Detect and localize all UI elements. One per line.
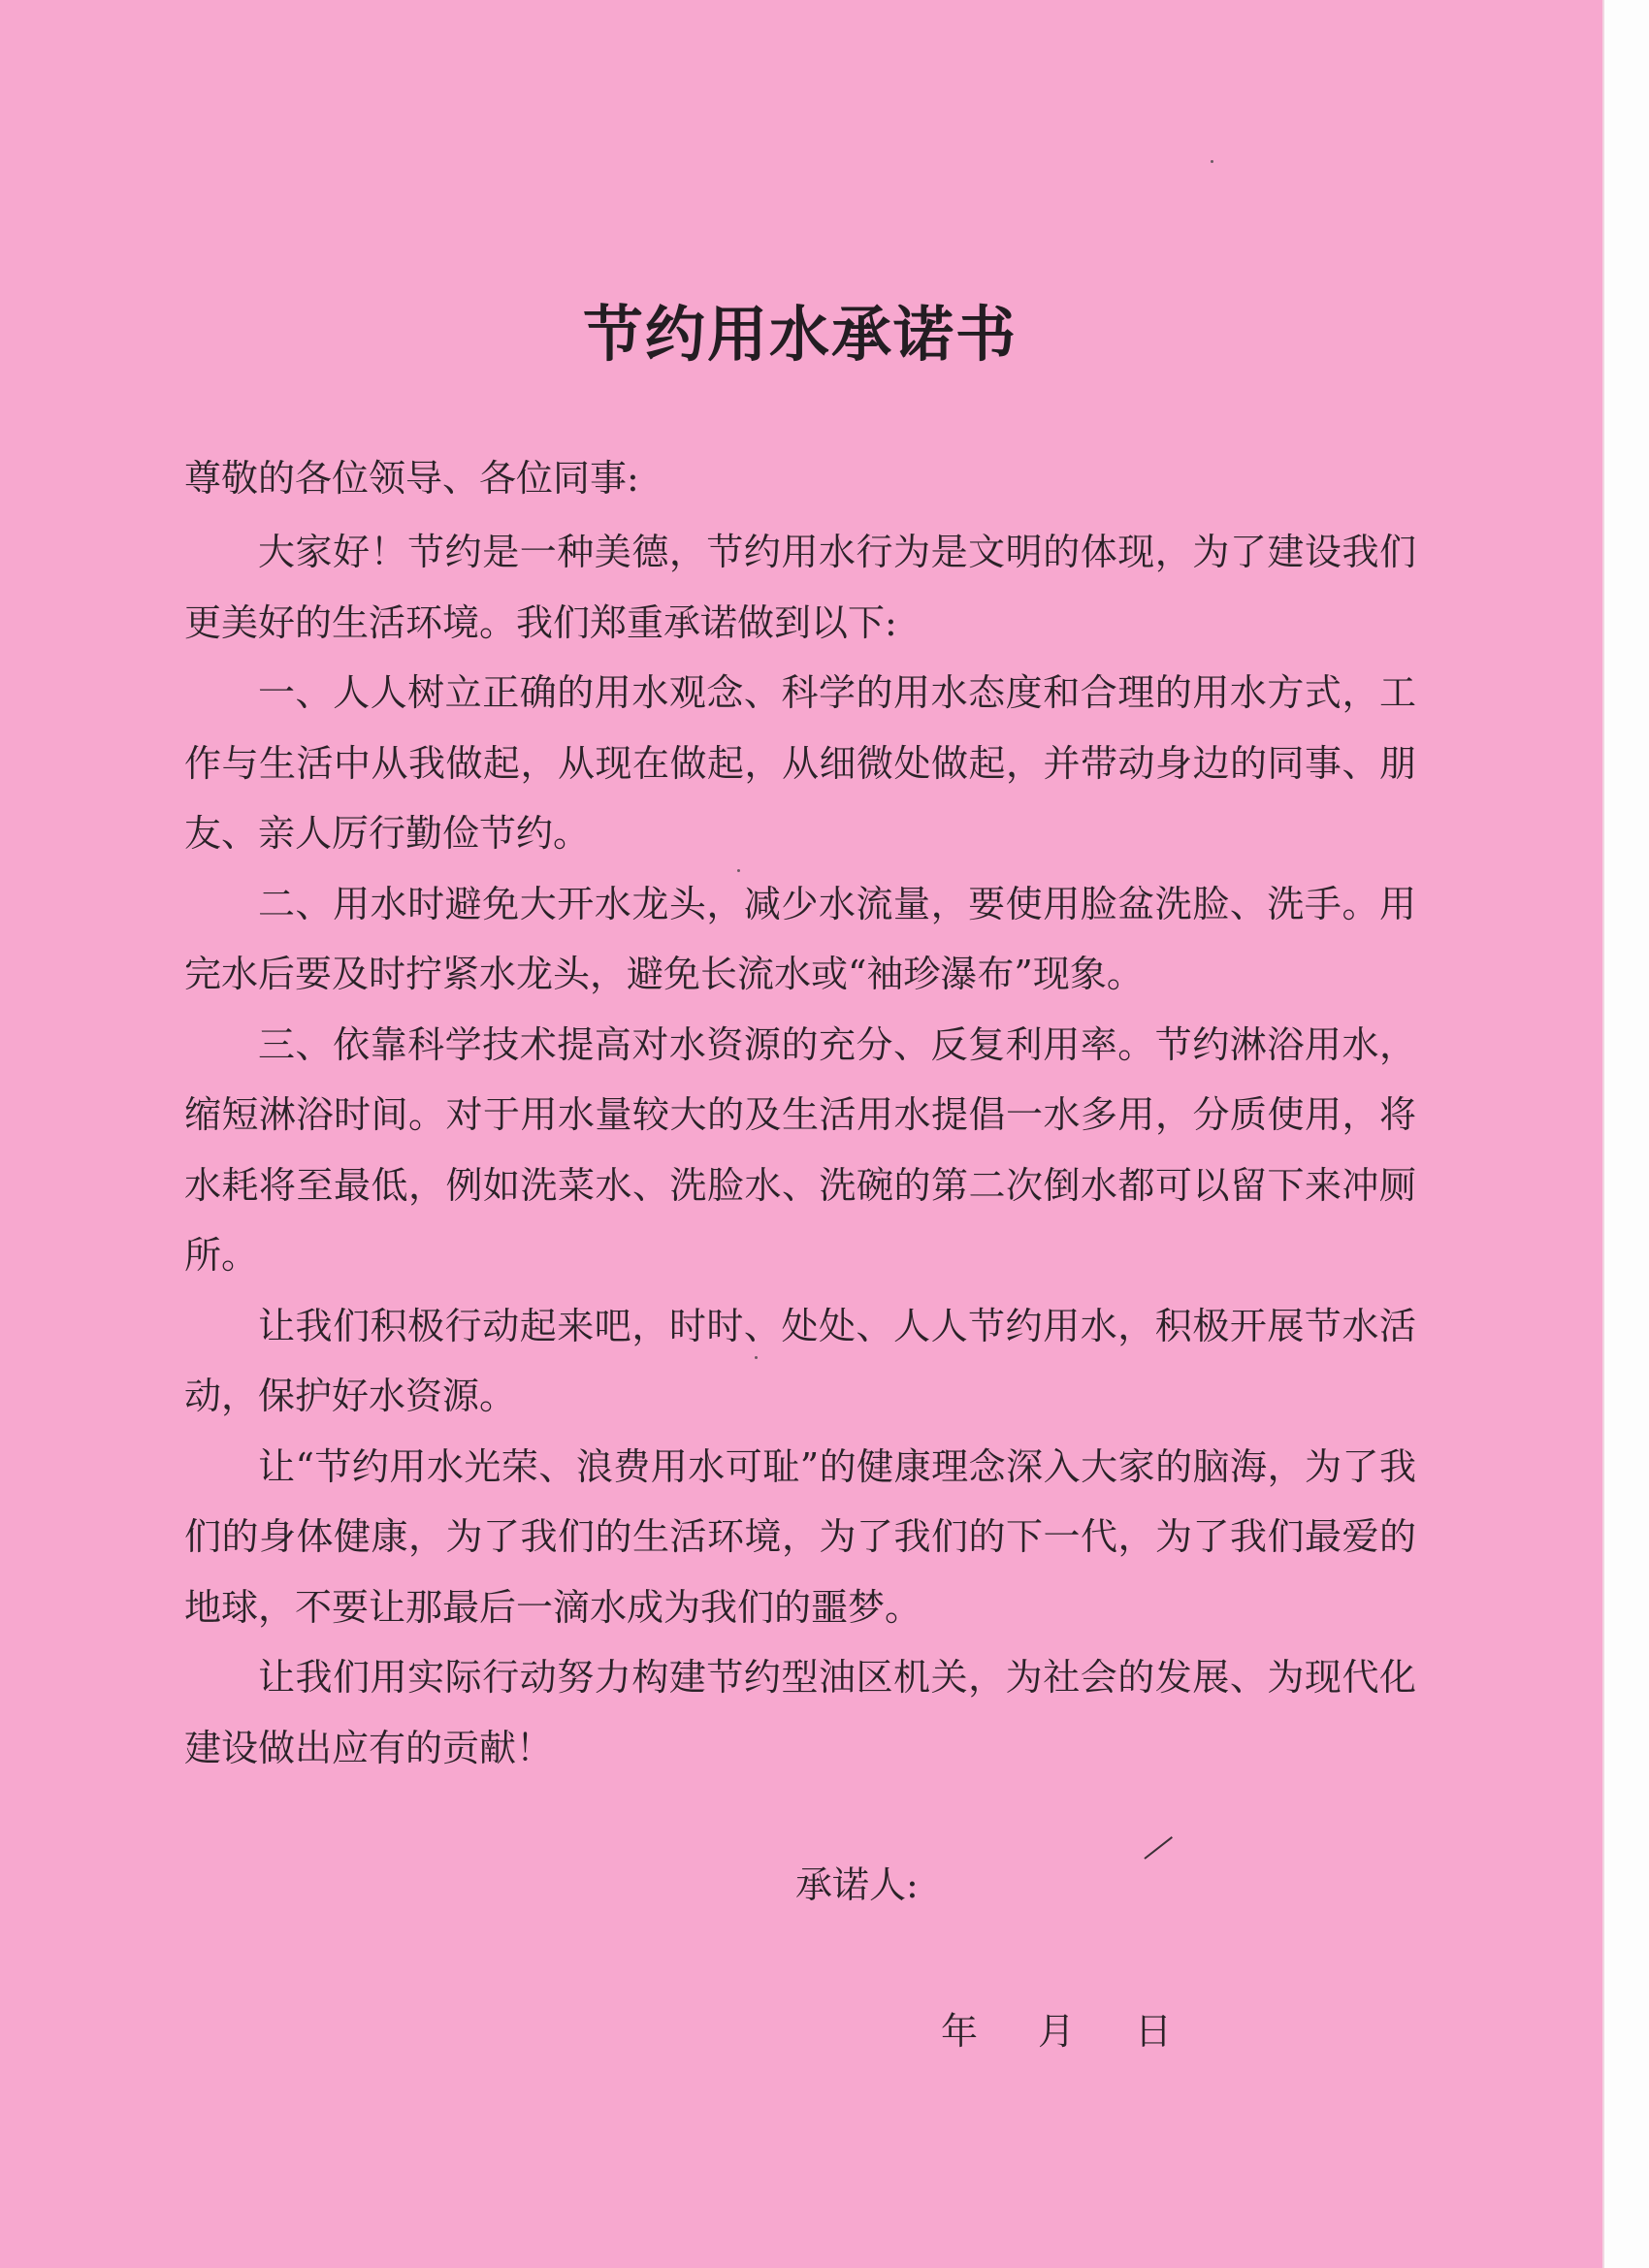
date-line (941, 2001, 1172, 2055)
date-day: 日 (1135, 2010, 1173, 2053)
paragraph-point-one: 一、人人树立正确的用水观念、科学的用水态度和合理的用水方式，工作与生活中从我做起，从现在做起，从细微处做起，并带动身边的同事、朋友、亲人厉行勤俭节约。 (184, 671, 1416, 855)
document-title: 节约用水承诺书 (582, 299, 1018, 370)
paragraph-point-three: 三、依靠科学技术提高对水资源的充分、反复利用率。节约淋浴用水，缩短淋浴时间。对于用水量较大的及生活用水提倡一水多用，分质使用，将水耗将至最低，例如洗菜水、洗脸水、洗碗的第二次倒水都可以留下来冲厕所。 (184, 1022, 1416, 1277)
paragraph-closing: 让我们用实际行动努力构建节约型油区机关，为社会的发展、为现代化建设做出应有的贡献！ (184, 1656, 1416, 1769)
pen-stroke-mark (1144, 1836, 1173, 1860)
paragraph-health-concept: 让“节约用水光荣、浪费用水可耻”的健康理念深入大家的脑海，为了我们的身体健康，为了我们的生活环境，为了我们的下一代，为了我们最爱的地球，不要让那最后一滴水成为我们的噩梦。 (184, 1444, 1416, 1629)
ink-speck (1211, 160, 1213, 163)
paragraph-call-to-action: 让我们积极行动起来吧，时时、处处、人人节约用水，积极开展节水活动，保护好水资源。 (184, 1304, 1416, 1417)
date-month: 月 (1038, 2010, 1076, 2053)
date-year: 年 (941, 2010, 979, 2053)
paragraph-intro: 大家好！节约是一种美德，节约用水行为是文明的体现，为了建设我们更美好的生活环境。我们郑重承诺做到以下: (184, 531, 1416, 644)
paragraph-point-two: 二、用水时避免大开水龙头，减少水流量，要使用脸盆洗脸、洗手。用完水后要及时拧紧水龙头，避免长流水或“袖珍瀑布”现象。 (184, 882, 1416, 995)
ink-speck (737, 869, 740, 872)
ink-speck (755, 1356, 758, 1359)
salutation: 尊敬的各位领导、各位同事: (184, 457, 639, 500)
signature-line (795, 1855, 919, 1908)
signature-label: 承诺人: (795, 1863, 919, 1906)
scanner-edge-strip (1602, 0, 1649, 2268)
document-body (184, 517, 1416, 1783)
